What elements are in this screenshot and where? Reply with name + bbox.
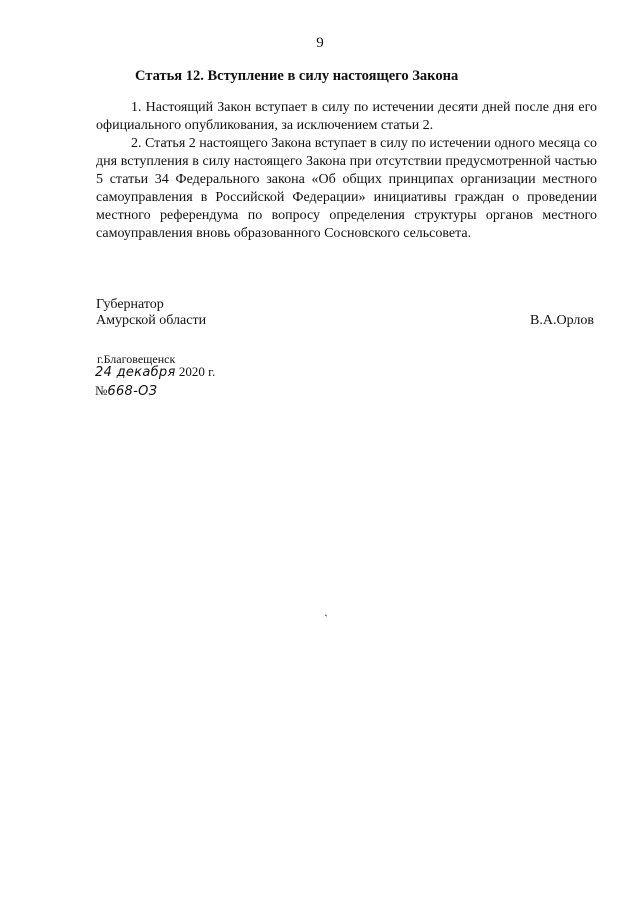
place-of-signing: г.Благовещенск [97,352,176,366]
law-number [95,383,157,399]
paragraph-1: 1. Настоящий Закон вступает в силу по истечении десяти дней после дня его официального опубликования, за исключением статьи 2. [96,100,597,133]
signatory-position [96,297,206,329]
printed-year: 2020 г. [178,364,216,379]
handwritten-number: 668-ОЗ [107,384,158,399]
handwritten-date: 24 декабря [95,365,176,380]
page-number: 9 [316,35,324,51]
number-prefix: № [95,383,108,398]
position-line-2: Амурской области [96,313,207,328]
paragraph-2: 2. Статья 2 настоящего Закона вступает в силу по истечении одного месяца со дня вступления в силу настоящего Закона при отсутствии предусмотренной частью 5 статьи 34 Федерального закона «Об общих принципах организации местного самоуправления в Российской Федерации» инициативы граждан о проведении местного референдума по вопросу определения структуры органов местного самоуправления вновь образованного Сосновского сельсовета. [96,136,597,241]
signing-date [95,364,215,380]
stray-mark: ` [324,612,328,626]
article-body [96,99,597,243]
article-title: Статья 12. Вступление в силу настоящего Закона [135,68,459,84]
position-line-1: Губернатор [96,297,164,312]
signatory-name: В.А.Орлов [530,313,594,328]
